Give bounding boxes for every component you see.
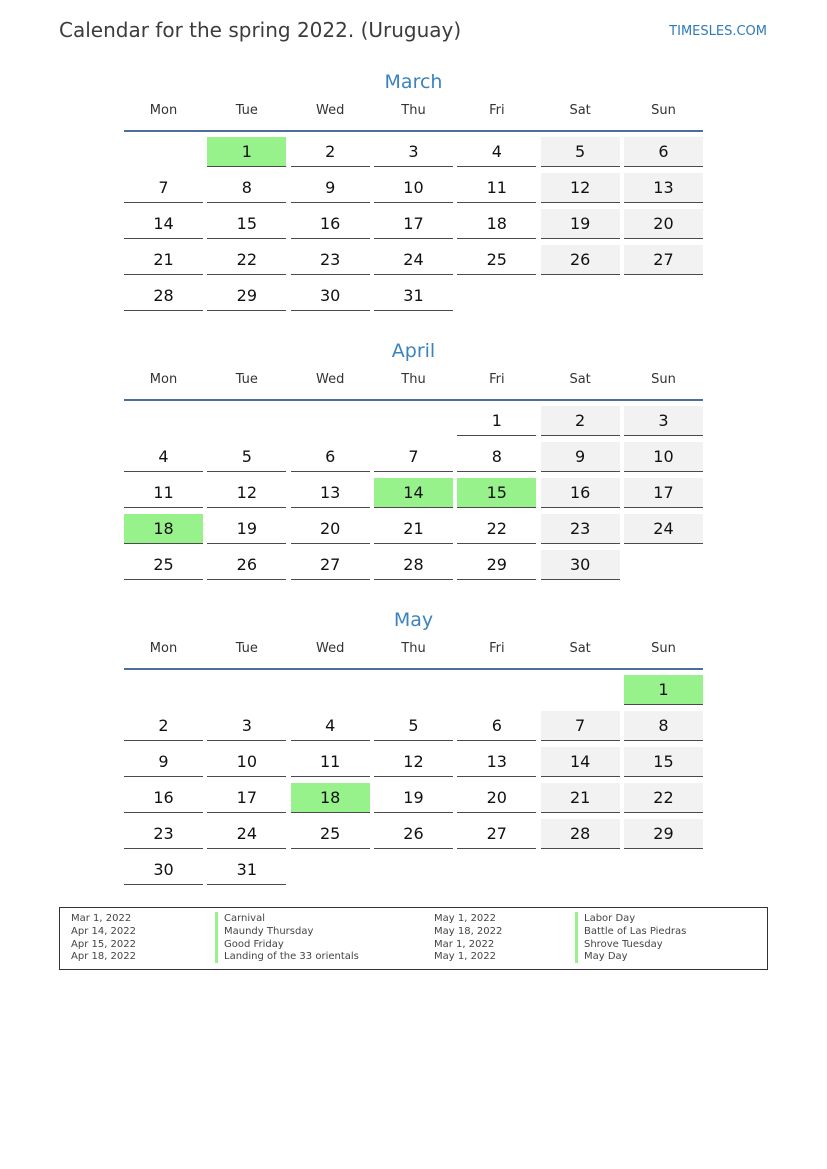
day-cell: 22 [624,783,703,813]
weekday-wed: Wed [315,641,345,656]
month-march [124,67,703,317]
day-cell: 27 [624,245,703,275]
legend-date: Apr 14, 2022 [71,925,137,937]
day-cell: 6 [457,711,536,741]
day-cell: 19 [541,209,620,239]
legend-holiday-name: Landing of the 33 orientals [215,950,359,963]
day-cell: 6 [291,442,370,472]
legend-holiday-name: Battle of Las Piedras [575,925,686,938]
day-cell: 17 [207,783,286,813]
weekday-sun: Sun [651,103,676,118]
day-cell: 4 [291,711,370,741]
day-cell: 27 [291,550,370,580]
legend-holiday-name: Good Friday [215,938,284,951]
weekday-tue: Tue [235,372,258,387]
weekday-sun: Sun [651,641,676,656]
day-cell: 25 [291,819,370,849]
day-cell: 18 [124,514,203,544]
day-cell: 1 [457,406,536,436]
legend-date: Mar 1, 2022 [434,938,495,950]
day-cell: 12 [541,173,620,203]
day-cell: 4 [124,442,203,472]
empty-cell [207,675,286,705]
day-cell: 12 [207,478,286,508]
day-cell: 5 [207,442,286,472]
day-cell: 13 [457,747,536,777]
day-cell: 20 [624,209,703,239]
day-cell: 13 [624,173,703,203]
day-cell: 8 [624,711,703,741]
day-cell: 25 [124,550,203,580]
day-cell: 23 [124,819,203,849]
weekday-sat: Sat [569,103,591,118]
day-cell: 11 [457,173,536,203]
day-cell: 9 [541,442,620,472]
empty-cell [457,675,536,705]
holiday-legend [59,907,768,970]
day-cell: 21 [374,514,453,544]
day-cell: 22 [207,245,286,275]
weekday-wed: Wed [315,103,345,118]
day-cell: 11 [124,478,203,508]
weekday-wed: Wed [315,372,345,387]
day-cell: 2 [291,137,370,167]
weekday-fri: Fri [489,103,505,118]
day-cell: 11 [291,747,370,777]
month-title: April [391,340,436,362]
site-link[interactable]: TIMESLES.COM [669,24,767,39]
empty-cell [291,675,370,705]
day-cell: 4 [457,137,536,167]
day-cell: 10 [374,173,453,203]
day-grid [124,401,703,586]
empty-cell [374,406,453,436]
weekday-sat: Sat [569,641,591,656]
day-cell: 31 [374,281,453,311]
day-cell: 3 [207,711,286,741]
weekday-thu: Thu [401,372,426,387]
day-cell: 10 [207,747,286,777]
day-cell: 25 [457,245,536,275]
weekday-sat: Sat [569,372,591,387]
day-cell: 16 [291,209,370,239]
day-cell: 8 [207,173,286,203]
day-cell: 28 [124,281,203,311]
day-cell: 24 [624,514,703,544]
day-cell: 20 [291,514,370,544]
day-cell: 9 [291,173,370,203]
day-cell: 15 [457,478,536,508]
day-cell: 29 [457,550,536,580]
day-cell: 12 [374,747,453,777]
day-cell: 9 [124,747,203,777]
empty-cell [124,137,203,167]
day-cell: 21 [541,783,620,813]
day-cell: 28 [541,819,620,849]
day-grid [124,670,703,891]
day-cell: 26 [207,550,286,580]
weekday-thu: Thu [401,103,426,118]
empty-cell [207,406,286,436]
day-cell: 24 [374,245,453,275]
weekday-header [124,372,703,399]
day-cell: 2 [541,406,620,436]
legend-date: Apr 18, 2022 [71,951,137,963]
day-cell: 3 [624,406,703,436]
weekday-fri: Fri [489,372,505,387]
day-cell: 6 [624,137,703,167]
weekday-mon: Mon [149,641,178,656]
day-cell: 28 [374,550,453,580]
weekday-tue: Tue [235,103,258,118]
day-cell: 19 [374,783,453,813]
month-april [124,336,703,586]
day-cell: 29 [207,281,286,311]
month-may [124,605,703,891]
day-cell: 18 [291,783,370,813]
day-cell: 5 [541,137,620,167]
day-cell: 7 [124,173,203,203]
month-title: May [393,609,434,631]
day-cell: 27 [457,819,536,849]
day-cell: 14 [374,478,453,508]
day-cell: 26 [374,819,453,849]
day-cell: 23 [291,245,370,275]
day-cell: 2 [124,711,203,741]
legend-holiday-name: Carnival [215,912,265,925]
day-cell: 18 [457,209,536,239]
day-cell: 14 [541,747,620,777]
weekday-mon: Mon [149,103,178,118]
day-cell: 5 [374,711,453,741]
day-cell: 23 [541,514,620,544]
day-cell: 30 [291,281,370,311]
day-cell: 15 [624,747,703,777]
legend-holiday-name: Labor Day [575,912,635,925]
day-cell: 8 [457,442,536,472]
day-cell: 17 [374,209,453,239]
legend-holiday-name: May Day [575,950,628,963]
legend-date: May 1, 2022 [434,951,497,963]
day-grid [124,132,703,317]
weekday-thu: Thu [401,641,426,656]
empty-cell [124,406,203,436]
day-cell: 16 [541,478,620,508]
empty-cell [124,675,203,705]
day-cell: 30 [124,855,203,885]
legend-date: May 1, 2022 [434,913,497,924]
legend-holiday-name: Shrove Tuesday [575,938,663,951]
legend-date: Mar 1, 2022 [71,913,132,924]
day-cell: 21 [124,245,203,275]
day-cell: 15 [207,209,286,239]
weekday-header [124,103,703,130]
weekday-fri: Fri [489,641,505,656]
weekday-mon: Mon [149,372,178,387]
weekday-tue: Tue [235,641,258,656]
day-cell: 22 [457,514,536,544]
day-cell: 13 [291,478,370,508]
day-cell: 14 [124,209,203,239]
day-cell: 17 [624,478,703,508]
day-cell: 20 [457,783,536,813]
day-cell: 19 [207,514,286,544]
legend-date: May 18, 2022 [434,925,503,937]
day-cell: 10 [624,442,703,472]
empty-cell [291,406,370,436]
day-cell: 24 [207,819,286,849]
empty-cell [541,675,620,705]
page-title: Calendar for the spring 2022. (Uruguay) [59,18,462,42]
month-title: March [384,71,443,93]
day-cell: 16 [124,783,203,813]
day-cell: 26 [541,245,620,275]
legend-holiday-name: Maundy Thursday [215,925,313,938]
day-cell: 1 [624,675,703,705]
weekday-sun: Sun [651,372,676,387]
weekday-header [124,641,703,668]
legend-date: Apr 15, 2022 [71,938,137,950]
day-cell: 29 [624,819,703,849]
day-cell: 31 [207,855,286,885]
day-cell: 7 [541,711,620,741]
empty-cell [374,675,453,705]
day-cell: 7 [374,442,453,472]
day-cell: 30 [541,550,620,580]
day-cell: 1 [207,137,286,167]
day-cell: 3 [374,137,453,167]
